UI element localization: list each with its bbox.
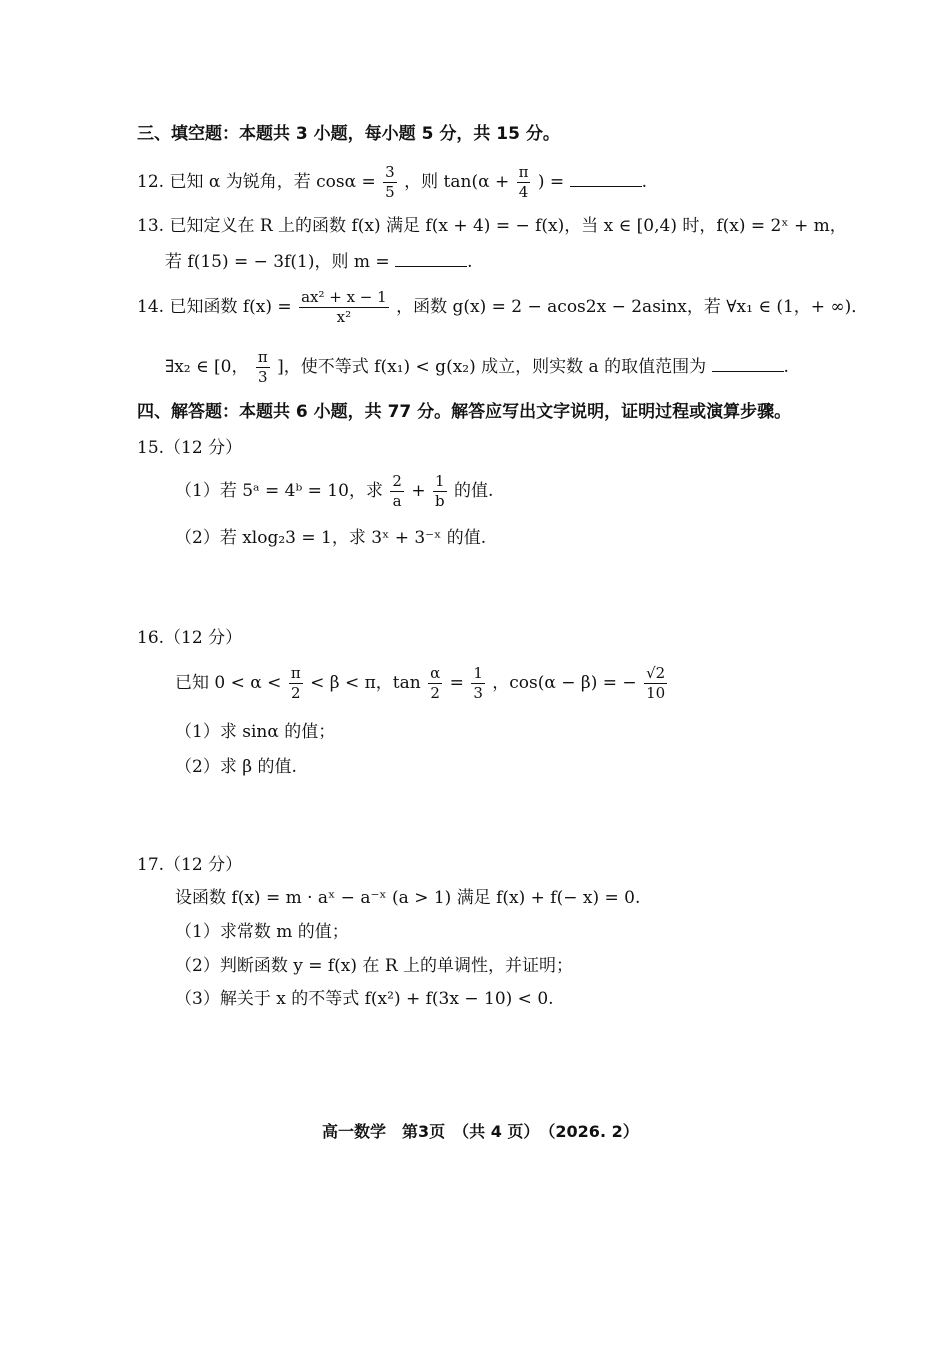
q15-frac-1b: $\frac{1}{b}$ [434,472,445,510]
q16-frac-pi2: $\frac{\pi}{2}$ [290,664,301,702]
q14-pre: 已知函数 f(x) = [169,297,292,317]
q12-pre: 已知 α 为锐角，若 cosα = [169,172,376,192]
q17-part3: （3）解关于 x 的不等式 f(x²) + f(3x − 10) < 0. [175,989,554,1009]
q12-post: ) = [537,172,565,192]
question-14-line1 [137,290,868,325]
q12-answer-blank[interactable] [570,172,642,187]
q16-frac-alpha2: $\frac{\alpha}{2}$ [430,664,441,702]
q12-number: 12. [137,172,165,192]
q12-frac-pi: $\frac{\pi}{4}$ [518,163,529,201]
q17-part2: （2）判断函数 y = f(x) 在 R 上的单调性，并证明； [175,956,574,976]
section3-header: 三、填空题：本题共 3 小题，每小题 5 分，共 15 分。 [137,124,560,144]
q16-part2: （2）求 β 的值. [175,757,297,777]
question-12: 12. 已知 α 为锐角，若 cosα = $\frac{3}{5}$ ，则 tan(α + $\frac{\pi}{4}$ ) = . [137,163,647,201]
q15-title: 15.（12 分） [137,438,243,458]
q14-line2-pre: ∃x₂ ∈ [0， [165,357,249,377]
q16-part1: （1）求 sinα 的值； [175,722,336,742]
question-13-line2: 若 f(15) = − 3f(1)，则 m = . [165,252,473,272]
q12-mid: ，则 tan(α + [404,172,510,192]
q13-line2: 若 f(15) = − 3f(1)，则 m = [165,252,390,272]
page-footer: 高一数学 第3页 （共 4 页） （2026. 2） [322,1122,639,1141]
q14-line2-post: ]，使不等式 f(x₁) < g(x₂) 成立，则实数 a 的取值范围为 [277,357,707,377]
q14-answer-blank[interactable] [712,357,784,372]
question-13-line1 [137,218,847,235]
q16-title: 16.（12 分） [137,628,243,648]
q16-frac-sqrt2-10: $\frac{√2}{10}$ [646,664,666,702]
q15-part1: （1）若 5ᵃ = 4ᵇ = 10，求 $\frac{2}{a}$ + $\frac{1}{b}$ 的值. [175,472,494,510]
q13-line1: 已知定义在 R 上的函数 f(x) 满足 f(x + 4) = − f(x)，当 x ∈ [0,4) 时，f(x) = 2ˣ + m， [169,216,847,236]
q17-stem: 设函数 f(x) = m · aˣ − a⁻ˣ (a > 1) 满足 f(x) + f(− x) = 0. [175,888,641,908]
q14-frac-pi3: $\frac{\pi}{3}$ [257,348,268,386]
question-14-line2: ∃x₂ ∈ [0， $\frac{\pi}{3}$ ]，使不等式 f(x₁) < g(x₂) 成立，则实数 a 的取值范围为 . [165,348,789,386]
q13-answer-blank[interactable] [395,252,467,267]
section4-header: 四、解答题：本题共 6 小题，共 77 分。解答应写出文字说明，证明过程或演算步骤。 [137,402,792,422]
q15-part2: （2）若 xlog₂3 = 1，求 3ˣ + 3⁻ˣ 的值. [175,528,487,548]
q17-title: 17.（12 分） [137,855,243,875]
q15-frac-2a: $\frac{2}{a}$ [392,472,402,510]
q17-part1: （1）求常数 m 的值； [175,922,349,942]
q14-post: ，函数 g(x) = 2 − acos2x − 2asinx，若 ∀x₁ ∈ (1，+ ∞)． [396,297,869,317]
q16-frac-13: $\frac{1}{3}$ [473,664,483,702]
q12-frac-cos: $\frac{3}{5}$ [385,163,395,201]
q14-frac-fx: $\frac{\text{ax² + x − 1}}{\text{x²}}$ [301,288,387,326]
q14-number: 14. [137,297,165,317]
q16-stem: 已知 0 < α < $\frac{\pi}{2}$ < β < π，tan $\frac{\alpha}{2}$ = $\frac{1}{3}$ ，cos(α − β) = − $\frac{√2}{10}$ [175,664,666,702]
q13-number: 13. [137,216,165,236]
